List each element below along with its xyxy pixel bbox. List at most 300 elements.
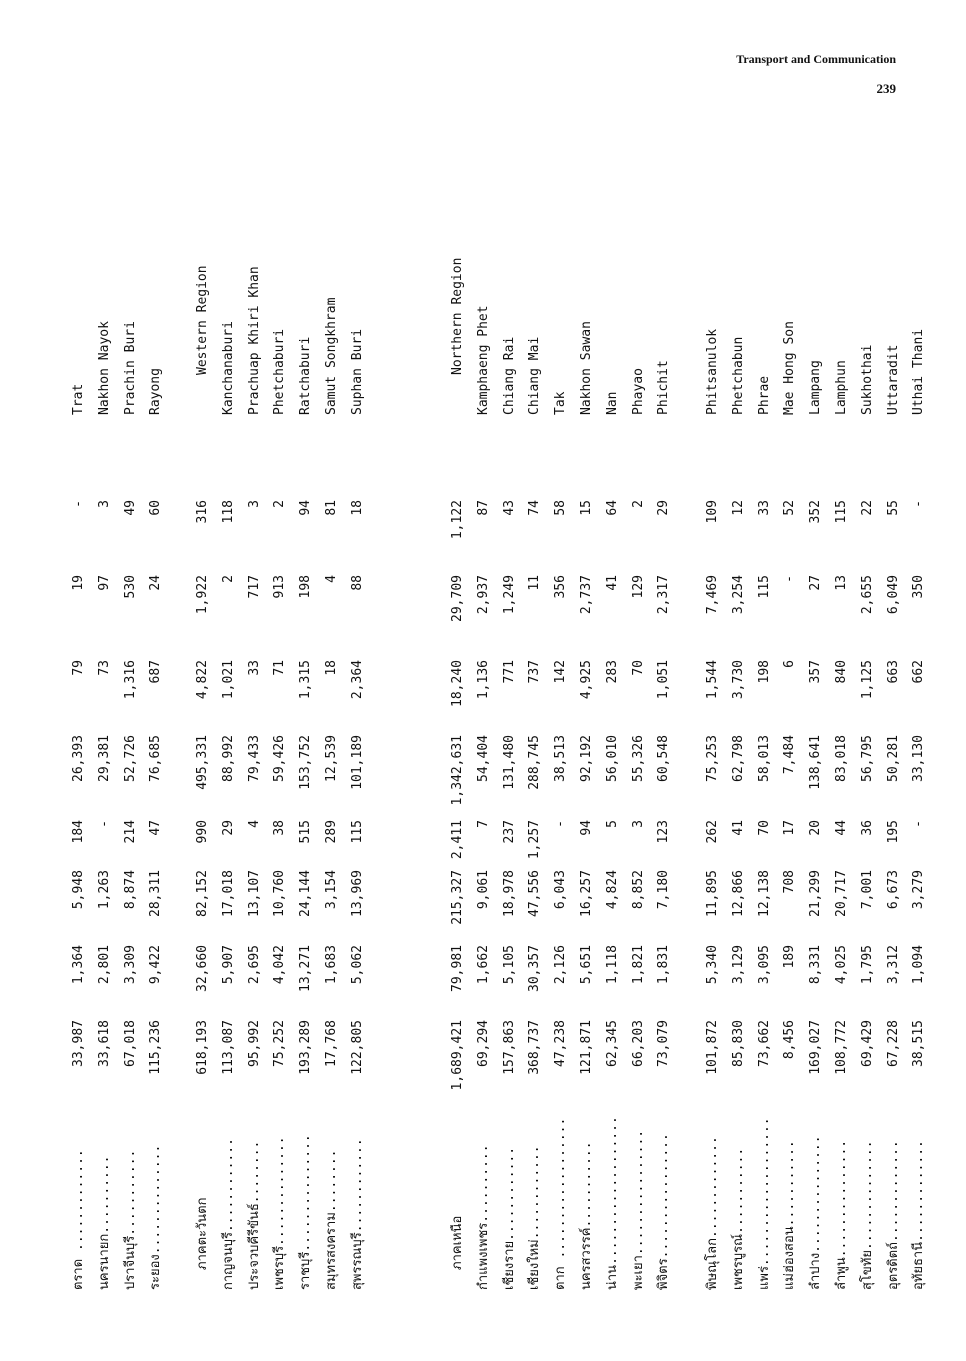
value-cell: 129: [630, 575, 646, 599]
value-cell: 157,863: [501, 1020, 517, 1075]
english-province-name: Lamphun: [834, 360, 849, 415]
value-cell: 1,263: [96, 870, 112, 910]
value-cell: 121,871: [579, 1020, 594, 1075]
value-cell: 33,618: [96, 1020, 112, 1067]
value-cell: 687: [148, 660, 164, 684]
value-cell: 368,737: [527, 1020, 543, 1075]
value-cell: 12,138: [756, 870, 772, 917]
value-cell: 64: [604, 500, 620, 516]
value-cell: 18,978: [501, 870, 517, 917]
table-row: [321, 95, 343, 1290]
value-cell: 1,118: [604, 945, 620, 985]
value-cell: 113,087: [220, 1020, 236, 1075]
page-number: 239: [876, 81, 896, 96]
value-cell: 79,981: [450, 945, 465, 992]
thai-province-name: เพชรบุรี..............: [272, 1136, 288, 1290]
value-cell: 4,822: [195, 660, 210, 700]
value-cell: 8,852: [630, 870, 646, 910]
value-cell: 62,345: [604, 1020, 620, 1067]
thai-province-name: เชียงราย............: [501, 1146, 517, 1290]
value-cell: 169,027: [808, 1020, 824, 1075]
value-cell: 1,315: [298, 660, 314, 700]
table-row: [192, 95, 214, 1290]
english-province-name: Uttaradit: [885, 344, 901, 415]
value-cell: 2: [630, 500, 646, 508]
value-cell: 24: [148, 575, 164, 591]
english-province-name: Prachuap Khiri Khan: [246, 266, 262, 415]
value-cell: 8,456: [782, 1020, 798, 1060]
value-cell: 15: [579, 500, 594, 516]
value-cell: 262: [705, 820, 720, 844]
value-cell: 115: [834, 500, 849, 524]
value-cell: 530: [122, 575, 138, 599]
value-cell: 85,830: [730, 1020, 746, 1067]
value-cell: 54,404: [475, 735, 491, 782]
table-row: [779, 95, 801, 1290]
thai-province-name: ประจวบคีรีขันธ์........: [246, 1140, 262, 1290]
value-cell: 142: [553, 660, 569, 684]
value-cell: 3,254: [730, 575, 746, 615]
value-cell: 3,279: [911, 870, 927, 910]
value-cell: 18: [349, 500, 365, 516]
english-province-name: Phichit: [656, 360, 672, 415]
value-cell: 1,922: [195, 575, 210, 615]
value-cell: 47,238: [553, 1020, 569, 1067]
value-cell: 7: [475, 820, 491, 828]
value-cell: 88,992: [220, 735, 236, 782]
value-cell: 5,948: [71, 870, 86, 910]
value-cell: 67,228: [885, 1020, 901, 1067]
value-cell: 356: [553, 575, 569, 599]
english-province-name: Chiang Rai: [501, 336, 517, 415]
value-cell: 9,422: [148, 945, 164, 985]
english-province-name: Phayao: [630, 368, 646, 415]
value-cell: 123: [656, 820, 672, 844]
value-cell: 840: [834, 660, 849, 684]
value-cell: 44: [834, 820, 849, 836]
english-province-name: Western Region: [195, 265, 210, 375]
table-row: [576, 95, 598, 1290]
table-row: [269, 95, 291, 1290]
table-row: [244, 95, 266, 1290]
value-cell: 913: [272, 575, 288, 599]
value-cell: 198: [298, 575, 314, 599]
statistics-table: [60, 95, 927, 1290]
english-province-name: Mae Hong Son: [782, 321, 798, 415]
value-cell: 66,203: [630, 1020, 646, 1067]
value-cell: 11,895: [705, 870, 720, 917]
value-cell: 122,805: [349, 1020, 365, 1075]
value-cell: 50,281: [885, 735, 901, 782]
value-cell: 29: [220, 820, 236, 836]
thai-province-name: กาญจนบุรี............: [220, 1138, 236, 1290]
value-cell: 22: [859, 500, 875, 516]
english-province-name: Sukhothai: [859, 344, 875, 415]
value-cell: 2: [272, 500, 288, 508]
value-cell: 82,152: [195, 870, 210, 917]
value-cell: 189: [782, 945, 798, 969]
value-cell: 357: [808, 660, 824, 684]
thai-province-name: อุตรดิตถ์.............: [885, 1140, 901, 1290]
english-province-name: Lampang: [808, 360, 824, 415]
value-cell: 990: [195, 820, 210, 844]
value-cell: 17,768: [324, 1020, 339, 1067]
value-cell: 198: [756, 660, 772, 684]
thai-province-name: ภาคเหนือ: [450, 1215, 465, 1270]
value-cell: 60,548: [656, 735, 672, 782]
value-cell: 1,249: [501, 575, 517, 615]
value-cell: 13,969: [349, 870, 365, 917]
value-cell: 3,312: [885, 945, 901, 985]
thai-province-name: พิษณุโลก.............: [705, 1136, 720, 1290]
value-cell: 5,907: [220, 945, 236, 985]
value-cell: 115,236: [148, 1020, 164, 1075]
value-cell: 1,021: [220, 660, 236, 700]
value-cell: 184: [71, 820, 86, 844]
value-cell: 771: [501, 660, 517, 684]
value-cell: 29,381: [96, 735, 112, 782]
value-cell: 73: [96, 660, 112, 676]
value-cell: 73,662: [756, 1020, 772, 1067]
thai-province-name: ตาก ..................: [553, 1117, 569, 1290]
value-cell: 41: [730, 820, 746, 836]
value-cell: 17: [782, 820, 798, 836]
thai-province-name: นครนายก..........: [96, 1155, 112, 1290]
value-cell: 70: [630, 660, 646, 676]
value-cell: -: [71, 500, 86, 508]
value-cell: 2,937: [475, 575, 491, 615]
value-cell: 195: [885, 820, 901, 844]
value-cell: 38,513: [553, 735, 569, 782]
value-cell: 20,717: [834, 870, 849, 917]
value-cell: 12,866: [730, 870, 746, 917]
value-cell: 4,025: [834, 945, 849, 985]
value-cell: 4,925: [579, 660, 594, 700]
value-cell: 662: [911, 660, 927, 684]
value-cell: 2,737: [579, 575, 594, 615]
value-cell: 7,484: [782, 735, 798, 775]
value-cell: 3,129: [730, 945, 746, 985]
value-cell: 38,515: [911, 1020, 927, 1067]
value-cell: 12: [730, 500, 746, 516]
value-cell: 21,299: [808, 870, 824, 917]
thai-province-name: นครสวรรค์...........: [579, 1141, 594, 1290]
value-cell: 79,433: [246, 735, 262, 782]
value-cell: 43: [501, 500, 517, 516]
value-cell: 237: [501, 820, 517, 844]
value-cell: 62,798: [730, 735, 746, 782]
value-cell: 2,695: [246, 945, 262, 985]
thai-province-name: อุทัยธานี.............: [911, 1140, 927, 1290]
value-cell: 32,660: [195, 945, 210, 992]
value-cell: 75,253: [705, 735, 720, 782]
value-cell: 108,772: [834, 1020, 849, 1075]
value-cell: 92,192: [579, 735, 594, 782]
thai-province-name: ราชบุรี...............: [298, 1134, 314, 1290]
english-province-name: Phetchaburi: [272, 328, 288, 415]
value-cell: 38: [272, 820, 288, 836]
english-province-name: Suphan Buri: [349, 328, 365, 415]
english-province-name: Phitsanulok: [705, 328, 720, 415]
english-province-name: Ratchaburi: [298, 336, 314, 415]
value-cell: 94: [298, 500, 314, 516]
value-cell: 153,752: [298, 735, 314, 790]
value-cell: 33,987: [71, 1020, 86, 1067]
thai-province-name: ลำพูน...............: [834, 1139, 849, 1290]
value-cell: 1,364: [71, 945, 86, 985]
value-cell: 49: [122, 500, 138, 516]
table-row: [883, 95, 905, 1290]
value-cell: -: [553, 820, 569, 828]
value-cell: 58: [553, 500, 569, 516]
value-cell: 1,544: [705, 660, 720, 700]
value-cell: 2,317: [656, 575, 672, 615]
thai-province-name: พะเยา................: [630, 1129, 646, 1290]
value-cell: 73,079: [656, 1020, 672, 1067]
table-row: [295, 95, 317, 1290]
table-row: [653, 95, 675, 1290]
table-row: [347, 95, 369, 1290]
running-title: Transport and Communication: [736, 52, 896, 66]
value-cell: 515: [298, 820, 314, 844]
value-cell: 737: [527, 660, 543, 684]
value-cell: -: [911, 820, 927, 828]
english-province-name: Nakhon Nayok: [96, 321, 112, 415]
value-cell: 58,013: [756, 735, 772, 782]
value-cell: 33: [246, 660, 262, 676]
value-cell: 2: [220, 575, 236, 583]
value-cell: 115: [756, 575, 772, 599]
value-cell: 75,252: [272, 1020, 288, 1067]
value-cell: 663: [885, 660, 901, 684]
value-cell: 69,294: [475, 1020, 491, 1067]
value-cell: 6,049: [885, 575, 901, 615]
value-cell: 88: [349, 575, 365, 591]
value-cell: 1,125: [859, 660, 875, 700]
value-cell: 1,136: [475, 660, 491, 700]
value-cell: 36: [859, 820, 875, 836]
value-cell: 2,364: [349, 660, 365, 700]
value-cell: 138,641: [808, 735, 824, 790]
table-row: [831, 95, 853, 1290]
value-cell: 13: [834, 575, 849, 591]
value-cell: 71: [272, 660, 288, 676]
value-cell: 97: [96, 575, 112, 591]
english-province-name: Phrae: [756, 375, 772, 415]
thai-province-name: สุโขทัย..............: [859, 1140, 875, 1290]
english-province-name: Samut Songkhram: [324, 297, 339, 415]
value-cell: 94: [579, 820, 594, 836]
value-cell: 20: [808, 820, 824, 836]
value-cell: 74: [527, 500, 543, 516]
value-cell: 33: [756, 500, 772, 516]
value-cell: 101,189: [349, 735, 365, 790]
english-province-name: Kanchanaburi: [220, 321, 236, 415]
value-cell: 215,327: [450, 870, 465, 925]
value-cell: 289: [324, 820, 339, 844]
value-cell: 1,342,631: [450, 735, 465, 806]
value-cell: 2,411: [450, 820, 465, 860]
value-cell: 350: [911, 575, 927, 599]
english-province-name: Rayong: [148, 368, 164, 415]
value-cell: 87: [475, 500, 491, 516]
value-cell: 2,655: [859, 575, 875, 615]
value-cell: 60: [148, 500, 164, 516]
value-cell: 27: [808, 575, 824, 591]
value-cell: 29,709: [450, 575, 465, 622]
value-cell: 5,340: [705, 945, 720, 985]
value-cell: 81: [324, 500, 339, 516]
table-row: [550, 95, 572, 1290]
value-cell: 29: [656, 500, 672, 516]
table-row: [68, 95, 90, 1290]
value-cell: 4,042: [272, 945, 288, 985]
value-cell: 56,795: [859, 735, 875, 782]
value-cell: 26,393: [71, 735, 86, 782]
value-cell: 83,018: [834, 735, 849, 782]
value-cell: 11: [527, 575, 543, 591]
value-cell: 3,154: [324, 870, 339, 910]
value-cell: 47: [148, 820, 164, 836]
value-cell: 70: [756, 820, 772, 836]
table-row: [702, 95, 724, 1290]
english-province-name: Chiang Mai: [527, 336, 543, 415]
value-cell: 55: [885, 500, 901, 516]
thai-province-name: สุพรรณบุรี............: [349, 1138, 365, 1290]
table-row: [857, 95, 879, 1290]
value-cell: 5,105: [501, 945, 517, 985]
thai-province-name: ภาคตะวันตก: [195, 1197, 210, 1270]
value-cell: 18,240: [450, 660, 465, 707]
value-cell: 717: [246, 575, 262, 599]
value-cell: 352: [808, 500, 824, 524]
table-row: [524, 95, 546, 1290]
value-cell: 316: [195, 500, 210, 524]
value-cell: -: [96, 820, 112, 828]
value-cell: 13,271: [298, 945, 314, 992]
value-cell: 1,689,421: [450, 1020, 465, 1091]
value-cell: 618,193: [195, 1020, 210, 1075]
thai-province-name: เชียงใหม่............: [527, 1145, 543, 1290]
table-row: [602, 95, 624, 1290]
value-cell: 6,673: [885, 870, 901, 910]
english-province-name: Nan: [604, 391, 620, 415]
thai-province-name: แม่ฮ่องสอน...........: [782, 1140, 798, 1290]
value-cell: 3: [630, 820, 646, 828]
value-cell: 6: [782, 660, 798, 668]
value-cell: 24,144: [298, 870, 314, 917]
value-cell: 95,992: [246, 1020, 262, 1067]
value-cell: 1,683: [324, 945, 339, 985]
value-cell: 115: [349, 820, 365, 844]
table-row: [805, 95, 827, 1290]
table-row: [728, 95, 750, 1290]
value-cell: 1,795: [859, 945, 875, 985]
thai-province-name: เพชรบูรณ์...........: [730, 1147, 746, 1290]
value-cell: 4: [246, 820, 262, 828]
english-province-name: Trat: [71, 383, 86, 415]
value-cell: 69,429: [859, 1020, 875, 1067]
value-cell: 8,331: [808, 945, 824, 985]
value-cell: 52,726: [122, 735, 138, 782]
value-cell: 8,874: [122, 870, 138, 910]
table-row: [499, 95, 521, 1290]
value-cell: 1,316: [122, 660, 138, 700]
value-cell: 28,311: [148, 870, 164, 917]
english-province-name: Tak: [553, 391, 569, 415]
value-cell: 12,539: [324, 735, 339, 782]
value-cell: 118: [220, 500, 236, 524]
value-cell: 1,662: [475, 945, 491, 985]
table-row: [94, 95, 116, 1290]
thai-province-name: ลำปาง...............: [808, 1135, 824, 1290]
table-row: [473, 95, 495, 1290]
value-cell: 67,018: [122, 1020, 138, 1067]
table-row: [120, 95, 142, 1290]
value-cell: 47,556: [527, 870, 543, 917]
thai-province-name: ระยอง..............: [148, 1144, 164, 1290]
value-cell: 3,730: [730, 660, 746, 700]
table-row: [218, 95, 240, 1290]
value-cell: 33,130: [911, 735, 927, 782]
table-row: [145, 95, 167, 1290]
english-province-name: Northern Region: [450, 257, 465, 375]
table-row: [908, 95, 930, 1290]
value-cell: 76,685: [148, 735, 164, 782]
value-cell: 109: [705, 500, 720, 524]
value-cell: 1,122: [450, 500, 465, 540]
value-cell: 16,257: [579, 870, 594, 917]
value-cell: 41: [604, 575, 620, 591]
value-cell: 18: [324, 660, 339, 676]
value-cell: 55,326: [630, 735, 646, 782]
value-cell: 5,651: [579, 945, 594, 985]
thai-province-name: น่าน...................: [604, 1116, 620, 1290]
table-row: [447, 95, 469, 1290]
value-cell: 52: [782, 500, 798, 516]
english-province-name: Prachin Buri: [122, 321, 138, 415]
value-cell: 2,126: [553, 945, 569, 985]
thai-province-name: ปราจีนบุรี...........: [122, 1149, 138, 1290]
english-province-name: Nakhon Sawan: [579, 321, 594, 415]
value-cell: 3: [96, 500, 112, 508]
value-cell: 4,824: [604, 870, 620, 910]
value-cell: 193,289: [298, 1020, 314, 1075]
thai-province-name: พิจิตร................: [656, 1133, 672, 1290]
value-cell: 214: [122, 820, 138, 844]
value-cell: 4: [324, 575, 339, 583]
value-cell: 1,257: [527, 820, 543, 860]
value-cell: 19: [71, 575, 86, 591]
thai-province-name: แพร่...................: [756, 1117, 772, 1290]
value-cell: 3,095: [756, 945, 772, 985]
value-cell: 7,469: [705, 575, 720, 615]
value-cell: 5: [604, 820, 620, 828]
value-cell: 6,043: [553, 870, 569, 910]
value-cell: 17,018: [220, 870, 236, 917]
value-cell: 9,061: [475, 870, 491, 910]
value-cell: 3,309: [122, 945, 138, 985]
value-cell: 283: [604, 660, 620, 684]
value-cell: 1,821: [630, 945, 646, 985]
value-cell: 5,062: [349, 945, 365, 985]
thai-province-name: ตราด .............: [71, 1149, 86, 1290]
value-cell: 30,357: [527, 945, 543, 992]
value-cell: 131,480: [501, 735, 517, 790]
value-cell: 10,760: [272, 870, 288, 917]
value-cell: 288,745: [527, 735, 543, 790]
value-cell: 13,107: [246, 870, 262, 917]
